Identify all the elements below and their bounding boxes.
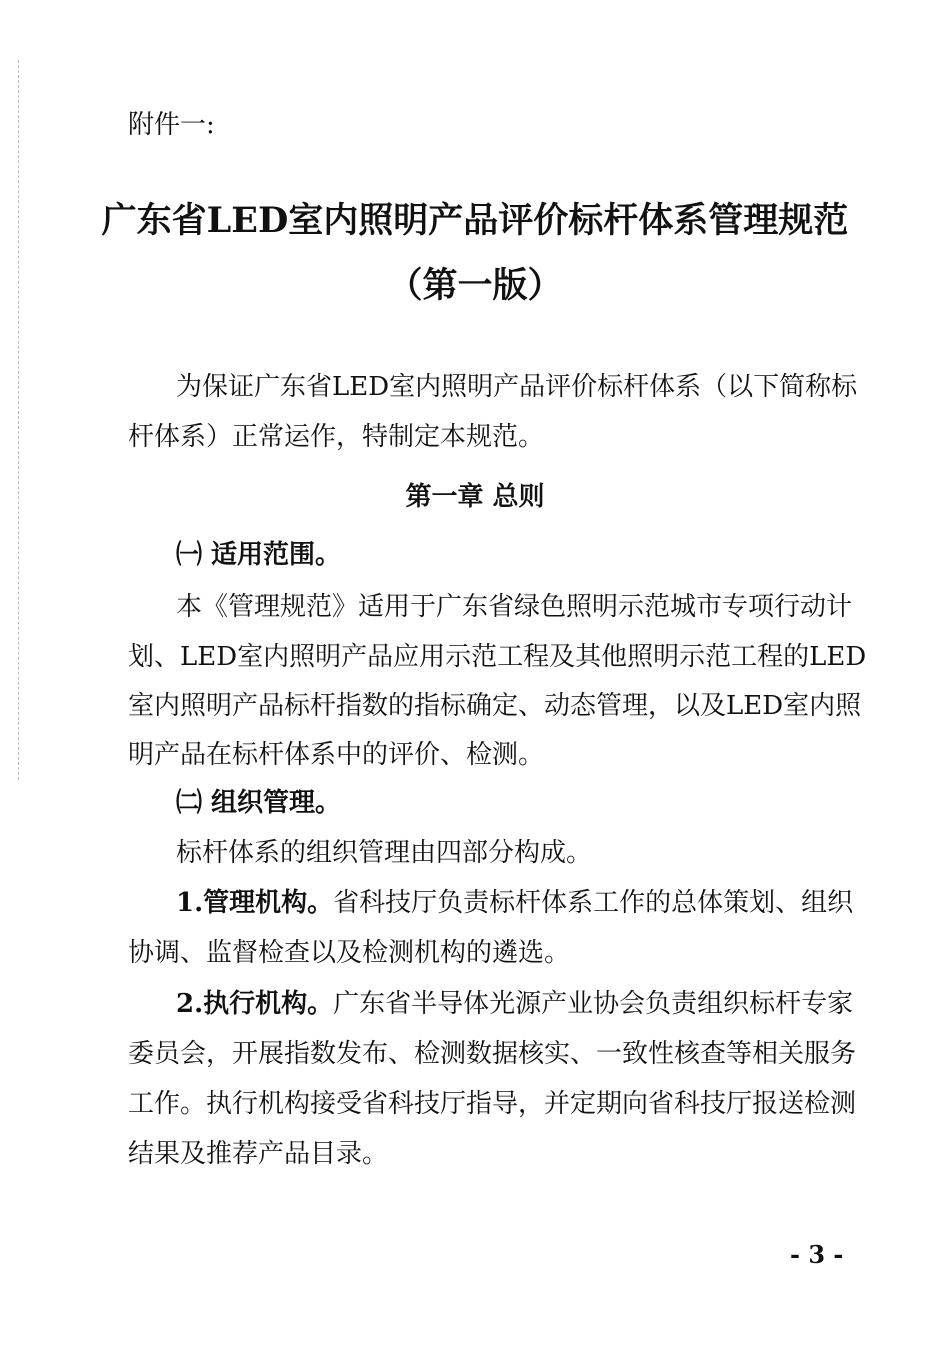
section-1-line-4: 明产品在标杆体系中的评价、检测。 xyxy=(128,740,545,770)
item-1-line-2: 协调、监督检查以及检测机构的遴选。 xyxy=(128,938,571,968)
section-1-heading: ㈠ 适用范围。 xyxy=(176,540,342,570)
chapter-heading: 第一章 总则 xyxy=(405,482,545,512)
section-1-line-3: 室内照明产品标杆指数的指标确定、动态管理，以及LED室内照 xyxy=(128,691,862,721)
item-2-line-1-text: 广东省半导体光源产业协会负责组织标杆专家 xyxy=(333,989,854,1019)
annex-label: 附件一: xyxy=(128,110,215,140)
section-1-line-1: 本《管理规范》适用于广东省绿色照明示范城市专项行动计 xyxy=(176,592,853,622)
intro-line-1: 为保证广东省LED室内照明产品评价标杆体系（以下简称标 xyxy=(176,372,858,402)
section-1-line-2: 划、LED室内照明产品应用示范工程及其他照明示范工程的LED xyxy=(128,642,867,672)
item-2-line-4: 结果及推荐产品目录。 xyxy=(128,1139,389,1169)
item-2-lead: 2.执行机构。 xyxy=(176,989,334,1019)
item-2-line-2: 委员会，开展指数发布、检测数据核实、一致性核查等相关服务 xyxy=(128,1039,857,1069)
item-1-line-1-text: 省科技厅负责标杆体系工作的总体策划、组织 xyxy=(333,888,854,918)
section-2-heading: ㈡ 组织管理。 xyxy=(176,788,342,818)
document-title: 广东省LED室内照明产品评价标杆体系管理规范 xyxy=(101,200,849,241)
item-2-line-3: 工作。执行机构接受省科技厅指导，并定期向省科技厅报送检测 xyxy=(128,1089,857,1119)
intro-line-2: 杆体系）正常运作，特制定本规范。 xyxy=(128,422,545,452)
document-subtitle: （第一版） xyxy=(387,265,563,306)
item-2-line-1 xyxy=(176,987,902,1021)
section-2-intro: 标杆体系的组织管理由四部分构成。 xyxy=(176,838,593,868)
scan-edge-artifact xyxy=(18,60,19,780)
item-1-lead: 1.管理机构。 xyxy=(176,888,334,918)
item-1-line-1 xyxy=(176,886,902,920)
page-number: - 3 - xyxy=(790,1240,844,1269)
